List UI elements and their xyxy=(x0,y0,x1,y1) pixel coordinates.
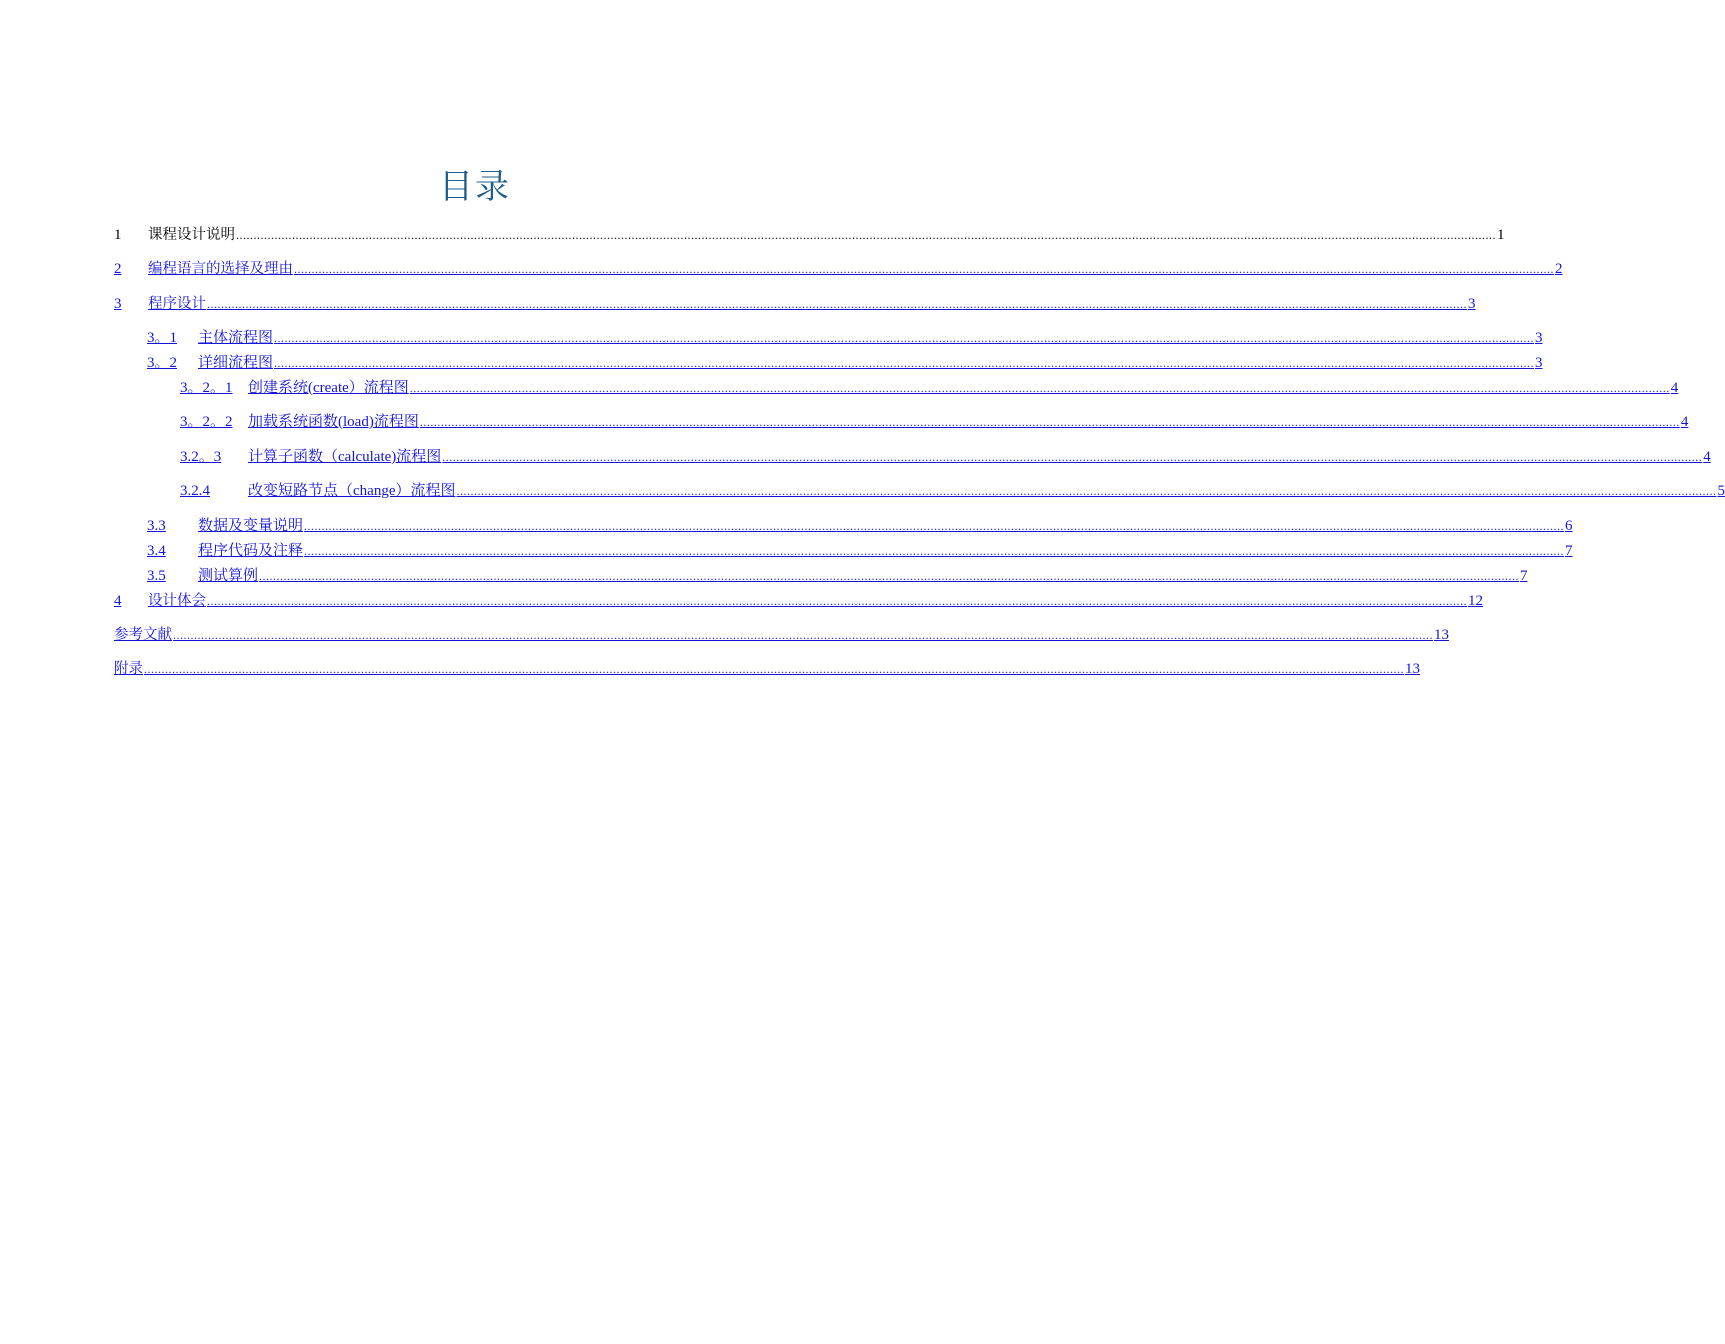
toc-entry-text: 程序代码及注释 xyxy=(198,543,304,559)
toc-entry-text: 附录 xyxy=(114,661,143,677)
toc-entry-number: 3。1 xyxy=(147,330,178,346)
toc-leader-dots: ........................................................................................................................................................................................................................................................................................................................................................................ xyxy=(274,331,1535,345)
toc-entry-4[interactable] xyxy=(114,590,1483,610)
toc-entry-3[interactable] xyxy=(114,293,1476,313)
toc-entry-3-1[interactable] xyxy=(147,327,1543,347)
toc-leader-dots: ........................................................................................................................................................................................................................................................................................................................................................................ xyxy=(259,569,1520,583)
toc-entry-number: 3.4 xyxy=(147,543,166,559)
toc-entry-number: 3。2。2 xyxy=(180,414,233,430)
toc-title: 目录 xyxy=(439,167,511,207)
toc-leader-dots: ........................................................................................................................................................................................................................................................................................................................................................................ xyxy=(442,450,1703,464)
toc-entry-1[interactable] xyxy=(114,224,1505,244)
toc-entry-text: 参考文献 xyxy=(114,627,172,643)
toc-entry-page: 4 xyxy=(1680,414,1689,430)
toc-entry-text: 程序设计 xyxy=(148,296,206,312)
toc-entry-number: 3 xyxy=(114,296,122,312)
toc-entry-page: 3 xyxy=(1535,330,1543,346)
toc-leader-dots: ........................................................................................................................................................................................................................................................................................................................................................................ xyxy=(236,228,1496,242)
toc-entry-2[interactable] xyxy=(114,258,1563,278)
toc-entry-page: 13 xyxy=(1434,627,1449,643)
toc-entry-3-5[interactable] xyxy=(147,565,1528,585)
toc-entry-references[interactable] xyxy=(114,624,1449,644)
toc-entry-text: 测试算例 xyxy=(198,568,259,584)
toc-entry-3-2[interactable] xyxy=(147,352,1543,372)
toc-entry-page: 7 xyxy=(1520,568,1528,584)
toc-entry-text: 改变短路节点（change）流程图 xyxy=(248,483,456,499)
toc-leader-dots: ........................................................................................................................................................................................................................................................................................................................................................................ xyxy=(274,356,1535,370)
toc-entry-text: 设计体会 xyxy=(148,593,206,609)
toc-entry-page: 5 xyxy=(1717,483,1725,499)
toc-entry-number: 3.5 xyxy=(147,568,166,584)
toc-leader-dots: ........................................................................................................................................................................................................................................................................................................................................................................ xyxy=(207,594,1467,608)
toc-leader-dots: ........................................................................................................................................................................................................................................................................................................................................................................ xyxy=(456,484,1717,498)
toc-entry-page: 3 xyxy=(1535,355,1543,371)
toc-entry-text: 主体流程图 xyxy=(198,330,274,346)
toc-entry-number: 3.2。3 xyxy=(180,449,222,465)
toc-entry-page: 6 xyxy=(1565,518,1573,534)
toc-entry-number: 3.3 xyxy=(147,518,166,534)
toc-entry-page: 3 xyxy=(1468,296,1476,312)
toc-leader-dots: ........................................................................................................................................................................................................................................................................................................................................................................ xyxy=(419,415,1680,429)
toc-entry-3-2-2[interactable] xyxy=(180,411,1689,431)
toc-leader-dots: ........................................................................................................................................................................................................................................................................................................................................................................ xyxy=(144,662,1404,676)
toc-leader-dots: ........................................................................................................................................................................................................................................................................................................................................................................ xyxy=(409,381,1670,395)
toc-entry-3-2-3[interactable] xyxy=(180,446,1711,466)
toc-leader-dots: ........................................................................................................................................................................................................................................................................................................................................................................ xyxy=(207,297,1467,311)
toc-entry-page: 4 xyxy=(1703,449,1711,465)
toc-entry-page: 2 xyxy=(1555,261,1563,277)
toc-entry-number: 3。2 xyxy=(147,355,178,371)
toc-entry-3-2-1[interactable] xyxy=(180,377,1679,397)
toc-entry-text: 课程设计说明 xyxy=(148,227,235,243)
toc-leader-dots: ........................................................................................................................................................................................................................................................................................................................................................................ xyxy=(304,519,1565,533)
toc-entry-3-3[interactable] xyxy=(147,515,1573,535)
toc-entry-text: 创建系统(create）流程图 xyxy=(248,380,409,396)
toc-entry-text: 编程语言的选择及理由 xyxy=(148,261,293,277)
toc-entry-number: 2 xyxy=(114,261,122,277)
toc-entry-page: 13 xyxy=(1405,661,1420,677)
toc-entry-page: 4 xyxy=(1670,380,1679,396)
toc-entry-appendix[interactable] xyxy=(114,658,1420,678)
toc-leader-dots: ........................................................................................................................................................................................................................................................................................................................................................................ xyxy=(294,262,1554,276)
toc-entry-3-4[interactable] xyxy=(147,540,1573,560)
toc-leader-dots: ........................................................................................................................................................................................................................................................................................................................................................................ xyxy=(173,628,1433,642)
toc-entry-number: 3.2.4 xyxy=(180,483,210,499)
toc-entry-page: 1 xyxy=(1497,227,1505,243)
toc-entry-text: 详细流程图 xyxy=(198,355,274,371)
toc-entry-page: 7 xyxy=(1565,543,1573,559)
toc-entry-page: 12 xyxy=(1468,593,1483,609)
toc-entry-number: 4 xyxy=(114,593,122,609)
toc-entry-text: 加载系统函数(load)流程图 xyxy=(248,414,419,430)
toc-entry-number: 3。2。1 xyxy=(180,380,233,396)
toc-entry-number: 1 xyxy=(114,227,122,243)
toc-entry-3-2-4[interactable] xyxy=(180,480,1725,500)
toc-entry-text: 计算子函数（calculate)流程图 xyxy=(248,449,442,465)
toc-leader-dots: ........................................................................................................................................................................................................................................................................................................................................................................ xyxy=(304,544,1565,558)
toc-entry-text: 数据及变量说明 xyxy=(198,518,304,534)
